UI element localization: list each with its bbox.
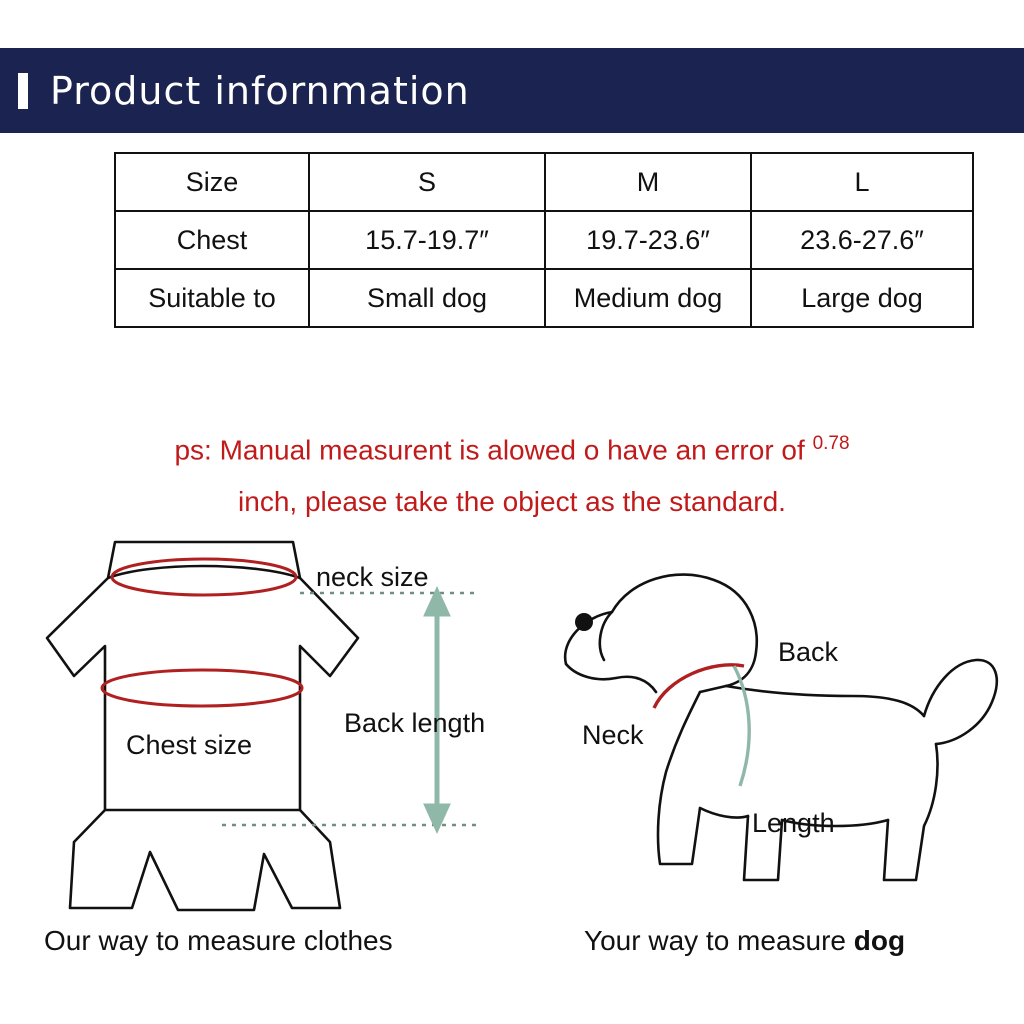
dog-eye: [575, 613, 593, 631]
caption-dog-strong: dog: [853, 925, 906, 956]
label-back: Back: [778, 637, 839, 667]
measurement-note: [0, 418, 1024, 528]
table-cell-chest-s: 15.7-19.7″: [309, 211, 545, 269]
label-neck-size: neck size: [316, 562, 429, 592]
neck-measure-ellipse: [112, 559, 296, 595]
note-tolerance-value: 0.78: [812, 433, 850, 454]
table-cell-suitable-label: Suitable to: [115, 269, 309, 327]
header-accent-mark: [18, 73, 28, 109]
label-chest-size: Chest size: [126, 730, 253, 760]
note-line-1: ps: Manual measurent is alowed o have an error of: [174, 434, 813, 466]
garment-illustration: [47, 542, 358, 910]
caption-dog: [584, 925, 905, 957]
page-title: Product infornmation: [50, 68, 470, 113]
label-neck: Neck: [582, 720, 644, 750]
caption-clothes: Our way to measure clothes: [44, 925, 393, 956]
caption-dog-text: Your way to measure: [584, 925, 854, 956]
table-row: [115, 211, 973, 269]
chest-measure-ellipse: [102, 670, 302, 706]
dog-length-measure-line: [734, 666, 749, 786]
label-back-length: Back length: [344, 708, 486, 738]
table-cell-size-m: M: [545, 153, 751, 211]
table-cell-size-header: Size: [115, 153, 309, 211]
table-cell-size-l: L: [751, 153, 973, 211]
table-cell-chest-label: Chest: [115, 211, 309, 269]
header-bar: [0, 48, 1024, 133]
table-cell-suitable-l: Large dog: [751, 269, 973, 327]
table-cell-chest-m: 19.7-23.6″: [545, 211, 751, 269]
table-cell-suitable-s: Small dog: [309, 269, 545, 327]
table-cell-size-s: S: [309, 153, 545, 211]
size-chart-table: [114, 152, 974, 328]
measurement-diagrams: [0, 520, 1024, 990]
table-cell-suitable-m: Medium dog: [545, 269, 751, 327]
note-line-2: inch, please take the object as the standard.: [238, 486, 786, 518]
table-row: [115, 269, 973, 327]
table-row: [115, 153, 973, 211]
table-cell-chest-l: 23.6-27.6″: [751, 211, 973, 269]
label-length: Length: [752, 808, 835, 838]
